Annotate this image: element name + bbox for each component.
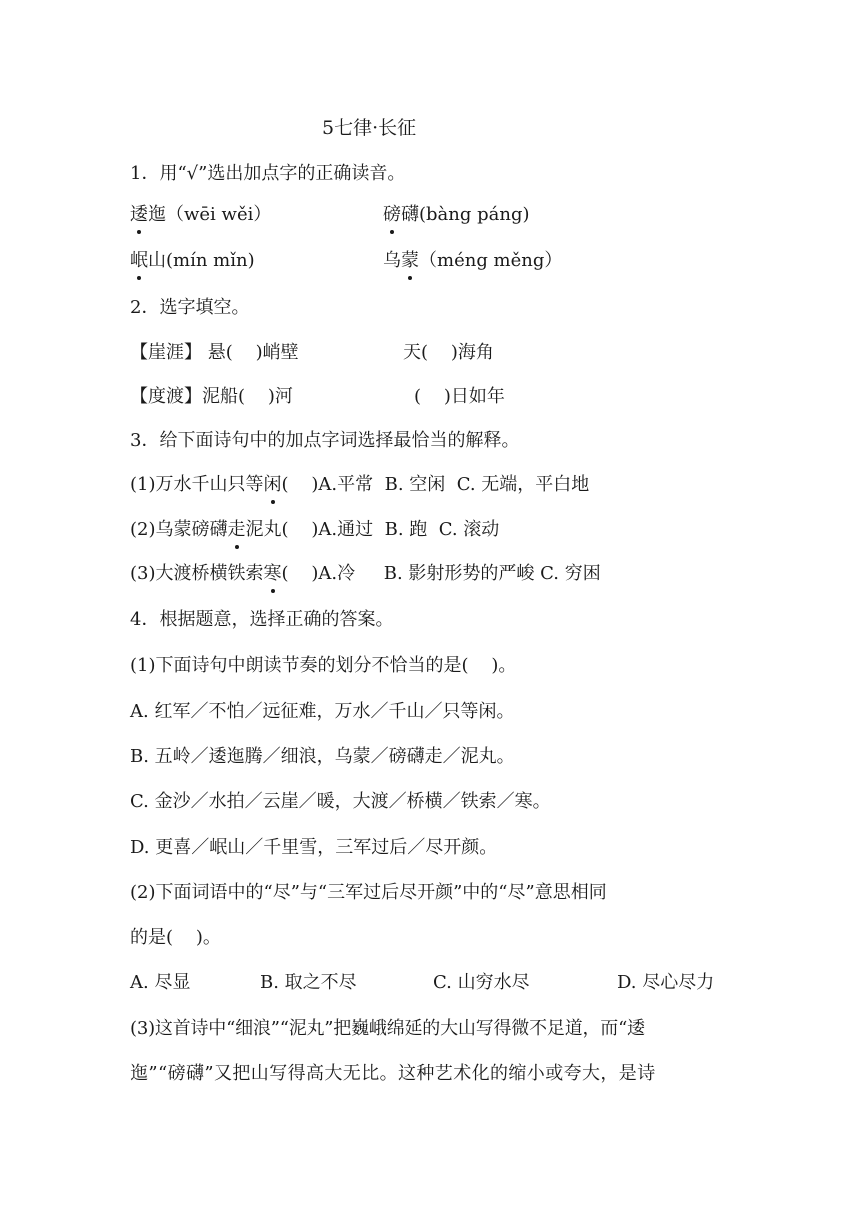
q4-sub1-option-a: A. 红军／不怕／远征难，万水／千山／只等闲。 <box>130 701 515 722</box>
dotted-char: 走 <box>227 519 246 540</box>
q4-sub2-option-b: B. 取之不尽 <box>260 972 357 993</box>
q2-row-2-b: ( )日如年 <box>414 386 505 407</box>
q1-item-1 <box>130 203 271 227</box>
q4-sub1-option-b: B. 五岭／逶迤腾／细浪，乌蒙／磅礴走／泥丸。 <box>130 746 515 767</box>
question-3-stem: 3．给下面诗句中的加点字词选择最恰当的解释。 <box>130 430 520 451</box>
q1-item-4-pre: 乌 <box>383 250 401 271</box>
q4-sub2-stem-line2: 的是( )。 <box>130 927 221 948</box>
q4-sub2-stem-line1: (2)下面词语中的“尽”与“三军过后尽开颜”中的“尽”意思相同 <box>130 882 607 903</box>
dotted-char: 岷 <box>130 250 148 271</box>
q3-item-2 <box>130 518 499 542</box>
q1-item-2-post: 礴(bàng páng) <box>401 204 530 225</box>
q1-item-3 <box>130 249 255 273</box>
q4-sub2-option-c: C. 山穷水尽 <box>433 972 530 993</box>
dotted-char: 闲 <box>263 474 282 495</box>
question-2-stem: 2．选字填空。 <box>130 297 250 318</box>
q4-sub2-option-d: D. 尽心尽力 <box>617 972 715 993</box>
q1-item-4 <box>383 249 562 273</box>
q3-item-1-pre: (1)万水千山只等 <box>130 474 264 495</box>
q3-item-2-post: 泥丸( )A.通过 B. 跑 C. 滚动 <box>245 519 500 540</box>
q3-item-1-post: ( )A.平常 B. 空闲 C. 无端，平白地 <box>281 474 590 495</box>
dotted-char: 逶 <box>130 204 148 225</box>
q3-item-1 <box>130 473 589 497</box>
question-4-stem: 4．根据题意，选择正确的答案。 <box>130 609 394 630</box>
q4-sub1-option-d: D. 更喜／岷山／千里雪，三军过后／尽开颜。 <box>130 837 498 858</box>
q4-sub2-option-a: A. 尽显 <box>130 972 191 993</box>
page-title: 5七律·长征 <box>322 117 417 139</box>
question-1-stem: 1．用“√”选出加点字的正确读音。 <box>130 163 406 184</box>
dotted-char: 蒙 <box>401 250 419 271</box>
q1-item-2 <box>383 203 530 227</box>
q1-item-1-post: 迤（wēi wěi） <box>148 204 272 225</box>
q4-sub3-line1: (3)这首诗中“细浪”“泥丸”把巍峨绵延的大山写得微不足道，而“逶 <box>130 1018 645 1039</box>
dotted-char: 寒 <box>263 563 282 584</box>
q3-item-3 <box>130 562 601 586</box>
q3-item-3-pre: (3)大渡桥横铁索 <box>130 563 264 584</box>
q2-row-2-a: 【度渡】泥船( )河 <box>130 386 293 407</box>
q4-sub1-option-c: C. 金沙／水拍／云崖／暖，大渡／桥横／铁索／寒。 <box>130 791 551 812</box>
dotted-char: 磅 <box>383 204 401 225</box>
q3-item-3-post: ( )A.冷 B. 影射形势的严峻 C. 穷困 <box>281 563 601 584</box>
q2-row-1-b: 天( )海角 <box>403 342 494 363</box>
q1-item-3-post: 山(mín mǐn) <box>148 250 255 271</box>
q1-item-4-post: （méng měng） <box>419 250 563 271</box>
q4-sub3-line2: 迤”“磅礴”又把山写得高大无比。这种艺术化的缩小或夸大，是诗 <box>130 1063 656 1084</box>
q4-sub1-stem: (1)下面诗句中朗读节奏的划分不恰当的是( )。 <box>130 655 517 676</box>
q3-item-2-pre: (2)乌蒙磅礴 <box>130 519 228 540</box>
q2-row-1-a: 【崖涯】 悬( )峭壁 <box>130 342 299 363</box>
